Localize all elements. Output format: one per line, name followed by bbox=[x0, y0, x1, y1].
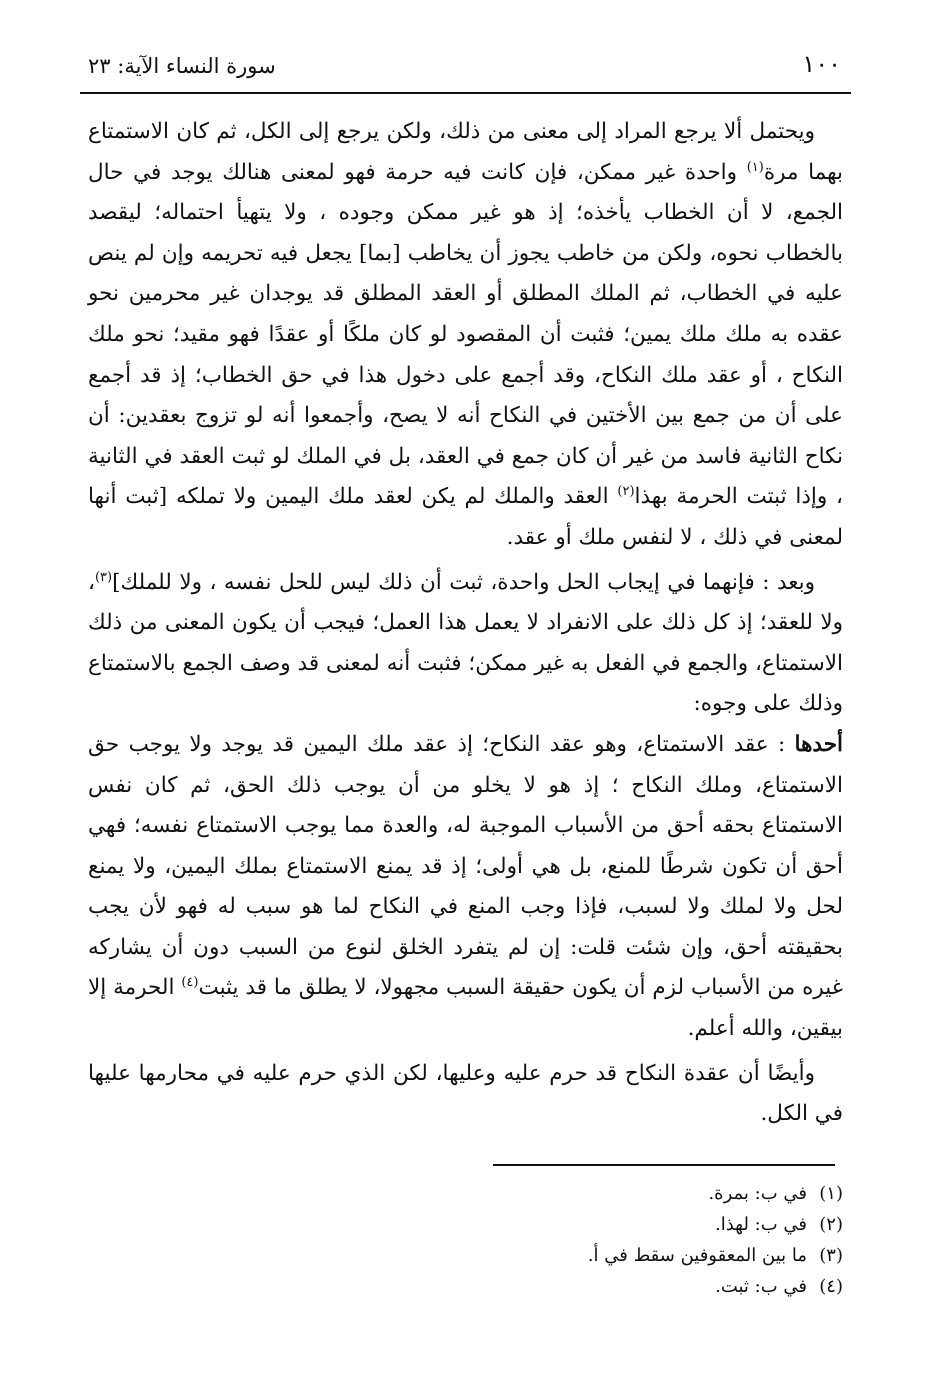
text-span: الحرمة إلا بيقين، والله أعلم. bbox=[88, 975, 843, 1042]
text-span: وبعد : فإنهما في إيجاب الحل واحدة، ثبت أن ذلك ليس للحل نفسه ، ولا للملك] bbox=[112, 569, 815, 595]
footnote-3 bbox=[423, 1240, 843, 1271]
footnote-4 bbox=[423, 1271, 843, 1302]
paragraph-4: وأيضًا أن عقدة النكاح قد حرم عليه وعليها، لكن الذي حرم عليه في محارمها عليها في الكل. bbox=[88, 1060, 843, 1127]
footnote-text: في ب: ثبت. bbox=[715, 1276, 807, 1297]
text-span: واحدة غير ممكن، فإن كانت فيه حرمة فهو لمعنى هنالك يوجد في حال الجمع، لا أن الخطاب يأخذه؛ إذ هو غير ممكن وجوده ، ولا يتهيأ احتماله؛ ليقصد بالخطاب نحوه، ولكن من خاطب يجوز أن يخاطب [بما] يجعل فيه تحريمه وإن لم ينص عليه في الخطاب، ثم الملك المطلق أو العقد المطلق قد يوجدان غير محرمين نحو عقده به ملك ملك يمين؛ فثبت أن المقصود لو كان ملكًا أو عقدًا فهو مقيد؛ نحو ملك النكاح ، أو عقد ملك النكاح، وقد أجمع على دخول هذا في حق الخطاب؛ إذ قد أجمع على أن من جمع بين الأختين في النكاح أنه لا يصح، وأجمعوا أنه لو تزوج بعقدين: أن نكاح الثانية فاسد من غير أن كان جمع في العقد، بل في الملك لو ثبت العقد في الثانية ، وإذا ثبتت الحرمة بهذا bbox=[88, 159, 843, 510]
footnote-number: (١) bbox=[819, 1183, 843, 1204]
footnote-divider bbox=[493, 1164, 835, 1166]
text-span: : عقد الاستمتاع، وهو عقد النكاح؛ إذ عقد ملك اليمين قد يوجد ولا يوجب حق الاستمتاع، وملك النكاح ؛ إذ هو لا يخلو من أن يوجب ذلك الحق، ثم كان نفس الاستمتاع بحقه أحق من الأسباب الموجبة له، والعدة مما يوجب الاستمتاع نفسه؛ فهي أحق أن تكون شرطًا للمنع، بل هي أولى؛ إذ قد يمنع الاستمتاع بملك اليمين، ولا يمنع لحل ولا لملك ولا لسبب، فإذا وجب المنع في النكاح لما هو سبب له فهو لأن يجب بحقيقته أحق، وإن شئت قلت: إن لم يتفرد الخلق لنوع من السبب دون أن يشاركه غيره من الأسباب لزم أن يكون حقيقة السبب مجهولا، لا يطلق ما قد يثبت bbox=[88, 731, 843, 1001]
footnote-1 bbox=[423, 1178, 843, 1209]
body-text bbox=[88, 112, 843, 1135]
running-title: سورة النساء الآية: ٢٣ bbox=[88, 54, 276, 78]
footnotes bbox=[423, 1178, 843, 1302]
text-span: ، ولا للعقد؛ إذ كل ذلك على الانفراد لا يعمل هذا العمل؛ فيجب أن يكون المعنى من ذلك الاستمتاع، والجمع في الفعل به غير ممكن؛ فثبت أنه لمعنى قد وصف الجمع بالاستمتاع وذلك على وجوه: bbox=[88, 569, 843, 717]
footnote-text: ما بين المعقوفين سقط في أ. bbox=[587, 1245, 807, 1266]
footnote-number: (٢) bbox=[819, 1214, 843, 1235]
paragraph-lead: أحدها bbox=[794, 731, 843, 757]
footnote-ref-2: (٢) bbox=[617, 484, 635, 500]
footnote-number: (٤) bbox=[819, 1276, 843, 1297]
paragraph-2 bbox=[88, 563, 843, 725]
footnote-2 bbox=[423, 1209, 843, 1240]
text-span: العقد والملك لم يكن لعقد ملك اليمين ولا تملكه [ثبت أنها لمعنى في ذلك ، لا لنفس ملك أو عقد. bbox=[88, 484, 843, 550]
footnote-text: في ب: لهذا. bbox=[714, 1214, 807, 1235]
footnote-ref-3: (٣) bbox=[94, 569, 113, 585]
footnote-text: في ب: بمرة. bbox=[708, 1183, 807, 1204]
paragraph-3 bbox=[88, 725, 843, 1050]
page-header bbox=[80, 40, 851, 94]
paragraph-1 bbox=[88, 112, 843, 559]
footnote-number: (٣) bbox=[819, 1245, 843, 1266]
text-span: ويحتمل ألا يرجع المراد إلى معنى من ذلك، ولكن يرجع إلى الكل، ثم كان الاستمتاع بهما مرة bbox=[88, 119, 843, 185]
footnote-ref-4: (٤) bbox=[181, 975, 199, 991]
footnote-ref-1: (١) bbox=[746, 159, 764, 175]
page-number: ١٠٠ bbox=[802, 50, 841, 78]
